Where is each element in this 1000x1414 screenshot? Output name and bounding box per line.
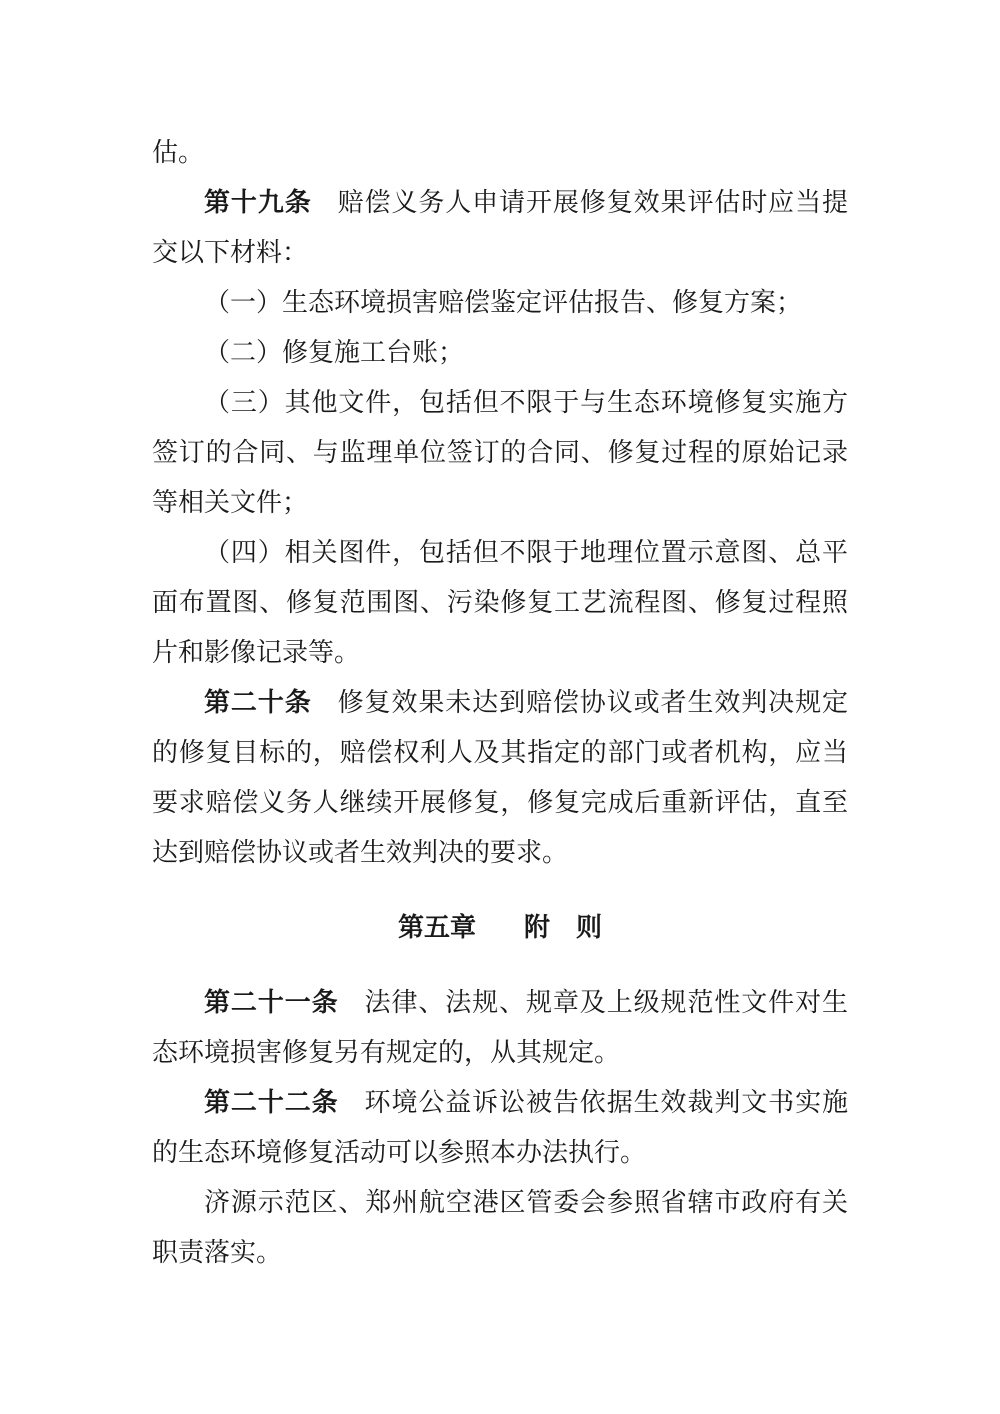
document-body (152, 128, 848, 1278)
list-item-text: （一）生态环境损害赔偿鉴定评估报告、修复方案； (204, 288, 803, 318)
article-22-continuation (152, 1178, 848, 1278)
paragraph-text: 估。 (152, 138, 205, 168)
article-20 (152, 678, 848, 878)
list-item-3 (152, 378, 848, 528)
article-text: 法律、法规、规章及上级规范性文件对生态环境损害修复另有规定的，从其规定。 (152, 988, 848, 1068)
paragraph-continuation (152, 128, 848, 178)
list-item-text: （二）修复施工台账； (204, 338, 465, 368)
list-item-1 (152, 278, 848, 328)
article-19 (152, 178, 848, 278)
article-number: 第二十一条 (204, 988, 339, 1018)
list-item-4 (152, 528, 848, 678)
article-number: 第二十二条 (204, 1088, 339, 1118)
article-text: 修复效果未达到赔偿协议或者生效判决规定的修复目标的，赔偿权利人及其指定的部门或者机构，应当要求赔偿义务人继续开展修复，修复完成后重新评估，直至达到赔偿协议或者生效判决的要求。 (152, 688, 848, 868)
article-number: 第二十条 (204, 688, 312, 718)
article-21 (152, 978, 848, 1078)
article-22 (152, 1078, 848, 1178)
chapter-number: 第五章 (397, 913, 476, 943)
paragraph-text: 济源示范区、郑州航空港区管委会参照省辖市政府有关职责落实。 (152, 1188, 848, 1268)
list-item-2 (152, 328, 848, 378)
list-item-text: （三）其他文件，包括但不限于与生态环境修复实施方签订的合同、与监理单位签订的合同、修复过程的原始记录等相关文件； (152, 388, 848, 518)
article-text: 赔偿义务人申请开展修复效果评估时应当提交以下材料： (152, 188, 848, 268)
list-item-text: （四）相关图件，包括但不限于地理位置示意图、总平面布置图、修复范围图、污染修复工艺流程图、修复过程照片和影像记录等。 (152, 538, 848, 668)
article-text: 环境公益诉讼被告依据生效裁判文书实施的生态环境修复活动可以参照本办法执行。 (152, 1088, 848, 1168)
chapter-heading (152, 903, 848, 953)
chapter-title: 附 则 (524, 913, 603, 943)
article-number: 第十九条 (204, 188, 312, 218)
